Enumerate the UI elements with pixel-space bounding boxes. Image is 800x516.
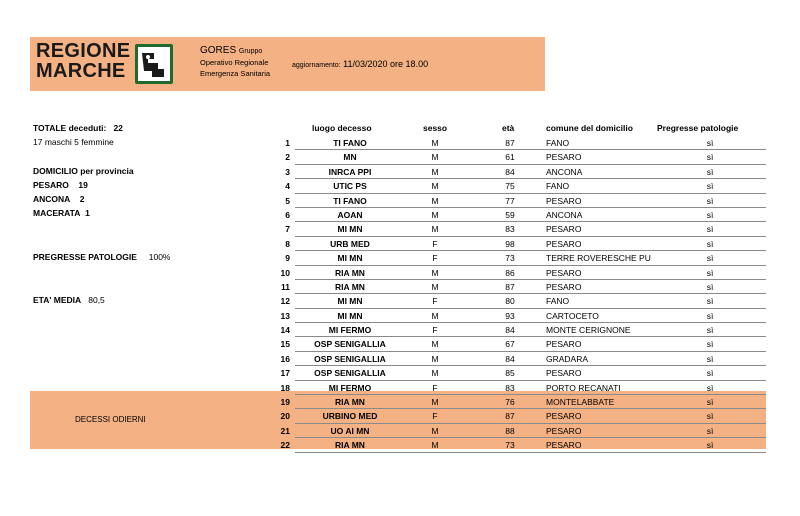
sesso-cell: F <box>432 253 438 264</box>
patologie-cell: sì <box>706 310 714 321</box>
patologie-cell: sì <box>706 195 714 206</box>
eta-cell: 84 <box>505 353 515 364</box>
comune-cell: PESARO <box>546 152 582 163</box>
patologie-cell: sì <box>706 353 714 364</box>
row-number: 8 <box>285 238 290 249</box>
sesso-cell: M <box>431 397 439 408</box>
row-number: 22 <box>280 440 290 451</box>
patologie-cell: sì <box>706 440 714 451</box>
eta-cell: 59 <box>505 209 515 220</box>
row-number: 20 <box>280 411 290 422</box>
gores-block: GORES Gruppo Operativo Regionale Emergenza Sanitaria <box>200 45 271 78</box>
domicilio-heading: DOMICILIO per provincia <box>33 166 134 176</box>
comune-cell: ANCONA <box>546 166 583 177</box>
table-row <box>0 194 800 208</box>
patologie-cell: sì <box>706 181 714 192</box>
patologie-cell: sì <box>706 138 714 148</box>
sesso-cell: F <box>432 238 438 249</box>
col-header-eta: età <box>502 123 515 133</box>
table-row <box>0 150 800 164</box>
comune-cell: ANCONA <box>546 209 583 220</box>
row-number: 18 <box>280 382 290 393</box>
sesso-cell: F <box>432 382 438 393</box>
luogo-decesso-cell: URBINO MED <box>322 411 378 422</box>
row-number: 19 <box>280 397 290 408</box>
sesso-cell: F <box>432 411 438 422</box>
luogo-decesso-cell: MI FERMO <box>328 382 372 393</box>
patologie-cell: sì <box>706 296 714 307</box>
table-row <box>0 208 800 222</box>
province-ancona: ANCONA 2 <box>33 194 85 204</box>
luogo-decesso-cell: OSP SENIGALLIA <box>314 339 386 350</box>
col-header-luogo: luogo decesso <box>312 123 372 133</box>
sesso-cell: M <box>431 195 439 206</box>
sesso-cell: F <box>432 296 438 307</box>
comune-cell: PESARO <box>546 267 582 278</box>
luogo-decesso-cell: RIA MN <box>335 281 365 292</box>
eta-cell: 73 <box>505 253 515 264</box>
patologie-cell: sì <box>706 267 714 278</box>
comune-cell: FANO <box>546 138 570 148</box>
table-row <box>0 266 800 280</box>
patologie-cell: sì <box>706 238 714 249</box>
row-number: 12 <box>280 296 290 307</box>
sesso-cell: M <box>431 209 439 220</box>
table-row <box>0 165 800 179</box>
patologie-cell: sì <box>706 411 714 422</box>
row-number: 11 <box>281 281 290 292</box>
row-number: 21 <box>280 425 290 436</box>
comune-cell: TERRE ROVERESCHE PU <box>546 253 651 264</box>
eta-cell: 84 <box>505 325 515 336</box>
luogo-decesso-cell: TI FANO <box>333 195 367 206</box>
table-row <box>0 294 800 308</box>
eta-cell: 80 <box>505 296 515 307</box>
row-number: 15 <box>280 339 290 350</box>
table-row <box>0 323 800 337</box>
eta-cell: 83 <box>505 382 515 393</box>
row-number: 10 <box>280 267 290 278</box>
comune-cell: PESARO <box>546 440 582 451</box>
luogo-decesso-cell: AOAN <box>337 209 363 220</box>
eta-cell: 73 <box>505 440 515 451</box>
comune-cell: CARTOCETO <box>546 310 599 321</box>
luogo-decesso-cell: MI MN <box>337 296 363 307</box>
province-macerata: MACERATA 1 <box>33 208 90 218</box>
col-header-sesso: sesso <box>423 123 448 133</box>
eta-cell: 84 <box>505 166 515 177</box>
patologie-cell: sì <box>706 325 714 336</box>
eta-cell: 87 <box>505 281 515 292</box>
comune-cell: MONTE CERIGNONE <box>546 325 631 336</box>
table-row <box>0 222 800 236</box>
table-row <box>0 309 800 323</box>
row-number: 14 <box>280 325 290 336</box>
row-number: 9 <box>285 253 290 264</box>
sesso-cell: M <box>431 181 439 192</box>
table-row <box>0 381 800 395</box>
eta-cell: 93 <box>505 310 515 321</box>
comune-cell: PORTO RECANATI <box>546 382 621 393</box>
comune-cell: PESARO <box>546 238 582 249</box>
table-row <box>0 395 800 409</box>
table-row <box>0 136 800 150</box>
table-row <box>0 352 800 366</box>
gender-breakdown: 17 maschi 5 femmine <box>33 137 114 147</box>
eta-cell: 98 <box>505 238 515 249</box>
table-row <box>0 409 800 423</box>
luogo-decesso-cell: INRCA PPI <box>328 166 372 177</box>
patologie-cell: sì <box>706 152 714 163</box>
patologie-cell: sì <box>706 209 714 220</box>
comune-cell: PESARO <box>546 411 582 422</box>
patologie-cell: sì <box>706 339 714 350</box>
patologie-cell: sì <box>706 425 714 436</box>
eta-cell: 86 <box>505 267 515 278</box>
sesso-cell: M <box>431 224 439 235</box>
eta-cell: 87 <box>505 138 515 148</box>
row-number: 17 <box>280 368 290 379</box>
province-pesaro: PESARO 19 <box>33 180 88 190</box>
row-number: 2 <box>285 152 290 163</box>
deaths-table <box>0 136 800 453</box>
luogo-decesso-cell: RIA MN <box>335 440 365 451</box>
row-divider <box>295 452 766 453</box>
totale-deceduti: TOTALE deceduti: 22 <box>33 123 123 133</box>
luogo-decesso-cell: MI MN <box>337 253 363 264</box>
comune-cell: GRADARA <box>546 353 589 364</box>
luogo-decesso-cell: MI FERMO <box>328 325 372 336</box>
sesso-cell: M <box>431 339 439 350</box>
eta-cell: 87 <box>505 411 515 422</box>
luogo-decesso-cell: RIA MN <box>335 267 365 278</box>
comune-cell: FANO <box>546 296 570 307</box>
sesso-cell: M <box>431 166 439 177</box>
patologie-cell: sì <box>706 368 714 379</box>
comune-cell: FANO <box>546 181 570 192</box>
comune-cell: PESARO <box>546 281 582 292</box>
luogo-decesso-cell: TI FANO <box>333 138 367 148</box>
patologie-cell: sì <box>706 382 714 393</box>
table-row <box>0 179 800 193</box>
sesso-cell: M <box>431 425 439 436</box>
patologie-cell: sì <box>706 166 714 177</box>
table-row <box>0 237 800 251</box>
comune-cell: PESARO <box>546 368 582 379</box>
luogo-decesso-cell: MN <box>343 152 357 163</box>
sesso-cell: M <box>431 267 439 278</box>
patologie-cell: sì <box>706 397 714 408</box>
row-number: 16 <box>280 353 290 364</box>
patologie-cell: sì <box>706 253 714 264</box>
eta-cell: 88 <box>505 425 515 436</box>
comune-cell: PESARO <box>546 195 582 206</box>
table-row <box>0 438 800 452</box>
sesso-cell: M <box>431 138 439 148</box>
pregresse-patologie: PREGRESSE PATOLOGIE 100% <box>33 252 171 262</box>
row-number: 6 <box>285 209 290 220</box>
eta-cell: 76 <box>505 397 515 408</box>
eta-cell: 83 <box>505 224 515 235</box>
patologie-cell: sì <box>706 281 714 292</box>
comune-cell: PESARO <box>546 425 582 436</box>
header-banner <box>30 37 545 91</box>
luogo-decesso-cell: OSP SENIGALLIA <box>314 368 386 379</box>
eta-media: ETA' MEDIA 80,5 <box>33 295 105 305</box>
table-row <box>0 366 800 380</box>
sesso-cell: M <box>431 353 439 364</box>
table-row <box>0 337 800 351</box>
table-row <box>0 251 800 265</box>
eta-cell: 85 <box>505 368 515 379</box>
luogo-decesso-cell: MI MN <box>337 224 363 235</box>
comune-cell: PESARO <box>546 224 582 235</box>
row-number: 7 <box>285 224 290 235</box>
sesso-cell: M <box>431 440 439 451</box>
marche-emblem-icon <box>134 43 174 85</box>
sesso-cell: M <box>431 310 439 321</box>
update-timestamp: aggiornamento: 11/03/2020 ore 18.00 <box>292 59 429 69</box>
row-number: 5 <box>285 195 290 206</box>
sesso-cell: F <box>432 325 438 336</box>
luogo-decesso-cell: OSP SENIGALLIA <box>314 353 386 364</box>
table-row <box>0 280 800 294</box>
row-number: 3 <box>285 166 290 177</box>
row-number: 1 <box>285 138 290 148</box>
sesso-cell: M <box>431 368 439 379</box>
col-header-patologie: Pregresse patologie <box>657 123 739 133</box>
col-header-comune: comune del domicilio <box>546 123 633 133</box>
luogo-decesso-cell: UTIC PS <box>333 181 367 192</box>
region-logo-text: REGIONE MARCHE <box>36 40 131 82</box>
patologie-cell: sì <box>706 224 714 235</box>
eta-cell: 61 <box>505 152 515 163</box>
row-number: 13 <box>280 310 290 321</box>
row-number: 4 <box>285 181 290 192</box>
luogo-decesso-cell: RIA MN <box>335 397 365 408</box>
table-row <box>0 424 800 438</box>
luogo-decesso-cell: UO AI MN <box>330 425 370 436</box>
decessi-odierni-label: DECESSI ODIERNI <box>75 415 146 424</box>
eta-cell: 77 <box>505 195 515 206</box>
eta-cell: 75 <box>505 181 515 192</box>
sesso-cell: M <box>431 281 439 292</box>
comune-cell: PESARO <box>546 339 582 350</box>
sesso-cell: M <box>431 152 439 163</box>
comune-cell: MONTELABBATE <box>546 397 615 408</box>
eta-cell: 67 <box>505 339 515 350</box>
luogo-decesso-cell: URB MED <box>330 238 370 249</box>
luogo-decesso-cell: MI MN <box>337 310 363 321</box>
